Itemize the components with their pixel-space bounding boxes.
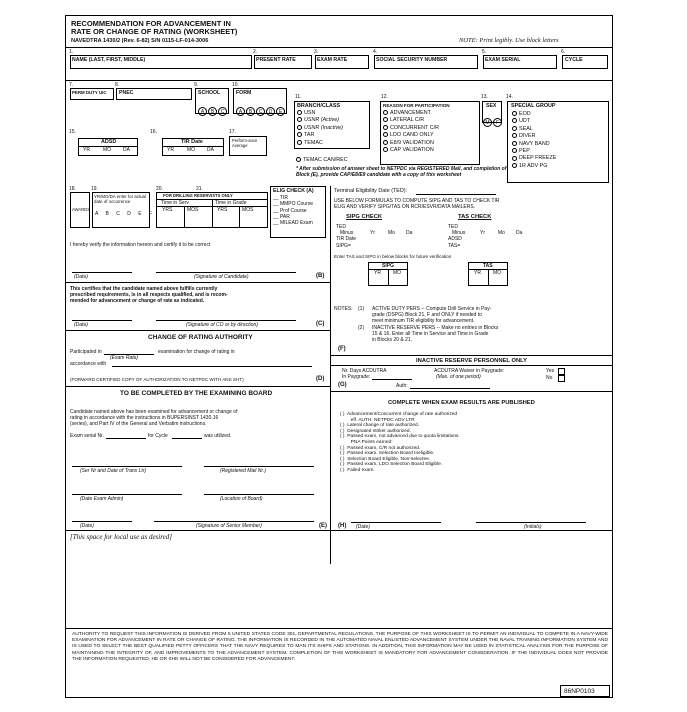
special-option[interactable]: PEP — [512, 148, 556, 155]
form-option-b[interactable]: B — [246, 107, 255, 116]
branch-option[interactable]: TEMAC CAN/REC — [296, 157, 348, 164]
awards-field[interactable]: AWARDS — [70, 192, 90, 228]
special-option[interactable]: 1R ADV PG — [512, 163, 556, 170]
school-option-c[interactable]: C — [218, 107, 227, 116]
inactive-reserve-title: INACTIVE RESERVE PERSONNEL ONLY — [416, 358, 528, 364]
exam-serial-field[interactable]: EXAM SERIAL — [483, 55, 557, 69]
special-group-block: SPECIAL GROUP EOD UDT SEAL DIVER NAVY BAND PEP DEEP FREEZE 1R ADV PG — [507, 101, 609, 183]
school-option-b[interactable]: B — [208, 107, 217, 116]
reason-option[interactable]: LDO CAND ONLY — [383, 132, 439, 139]
special-option[interactable]: EOD — [512, 111, 556, 118]
drilling-reservists-block[interactable]: FOR DRILLING RESERVISTS ONLY Time in Serv Time in Grade YRS MOS YRS MOS — [156, 192, 268, 228]
elig-check-item[interactable]: __ Prof Course — [273, 207, 307, 214]
result-item[interactable]: ( ) Failed exam. — [340, 467, 375, 473]
name-field[interactable]: NAME (LAST, FIRST, MIDDLE) — [70, 55, 252, 69]
result-item: eff. AUTH: NETPDC ADV LTR — [350, 417, 415, 423]
reason-option[interactable]: CONCURRENT C/R — [383, 125, 439, 132]
perm-duty-uic-field[interactable]: PERM DUTY UIC — [70, 88, 114, 100]
reason-option[interactable]: ADVANCEMENT — [383, 110, 439, 117]
cycle-field[interactable]: CYCLE — [562, 55, 608, 69]
result-item[interactable]: ( ) Selection Board Eligible, Non-selectee. — [340, 456, 431, 462]
tir-date-field[interactable]: TIR Date YR MO DA — [162, 138, 224, 156]
form-option-d[interactable]: D — [266, 107, 275, 116]
special-option[interactable]: UDT — [512, 118, 556, 125]
form-option-c[interactable]: C — [256, 107, 265, 116]
result-item[interactable]: ( ) Passed exam, not advanced due to quota limitations. — [340, 434, 460, 440]
form-title-line1: RECOMMENDATION FOR ADVANCEMENT IN — [71, 19, 231, 28]
candidate-signature-label: (Signature of Candidate) — [194, 274, 249, 280]
branch-option[interactable]: USNR (Active) — [297, 117, 343, 124]
school-field[interactable]: SCHOOL A B C — [195, 88, 229, 114]
result-item: PNA Points earned: — [350, 439, 393, 445]
result-item[interactable]: ( ) Passed exam, LDO Selection Board Eligible. — [340, 462, 443, 468]
sex-option-f[interactable]: F — [493, 118, 502, 127]
branch-option[interactable]: TEMAC — [297, 140, 343, 147]
certify-statement: I hereby verify the information hereon and certify it to be correct — [70, 242, 211, 248]
occurrence-date-field[interactable]: YR/MO/DA enter for actual date of occurrence A B C D E F — [92, 192, 150, 228]
elig-check-item[interactable]: __ PAR — [273, 213, 290, 220]
local-use-space[interactable]: [This space for local use as desired] — [70, 533, 173, 541]
form-option-a[interactable]: A — [236, 107, 245, 116]
reason-block: REASON FOR PARTICIPATION ADVANCEMENT LATERAL C/R CONCURRENT C/R LDO CAND ONLY E8/9 VALIDATION CAP VALIDATION — [380, 101, 480, 165]
figure-id: 86NP0103 — [560, 685, 610, 697]
result-item[interactable]: ( ) Passed exam. Selection Board Ineligible. — [340, 451, 435, 457]
special-option[interactable]: NAVY BAND — [512, 141, 556, 148]
terminal-eligibility-title: Terminal Eligibility Date (TED): — [334, 188, 408, 194]
result-item[interactable]: ( ) Passed exam, C/R not authorized. — [340, 445, 421, 451]
result-item[interactable]: ( ) Advancement/Concurrent change of rate authorized — [340, 412, 458, 417]
change-rating-authority-title: CHANGE OF RATING AUTHORITY — [148, 334, 253, 341]
reason-option[interactable]: CAP VALIDATION — [383, 147, 439, 154]
branch-option[interactable]: TAR — [297, 132, 343, 139]
elig-check-block: ELIG CHECK (A) __ TIR __ MMPO Course __ Prof Course __ PAR __ MILEAD Exam — [270, 186, 326, 238]
elig-check-item[interactable]: __ MILEAD Exam — [273, 220, 313, 227]
special-option[interactable]: SEAL — [512, 126, 556, 133]
registered-mail-note: * After submission of answer sheet to NETPDC via REGISTERED Mail, and completion of Block (E), provide CAP/E8/E9 candidate with a copy of this worksheet — [296, 166, 507, 178]
worksheet-form: RECOMMENDATION FOR ADVANCEMENT IN RATE OR CHANGE OF RATING (WORKSHEET) NAVEDTRA 1430/2 (Rev. 6-82) S/N 0115-LF-014-3006 NOTE: Print legibly. Use block letters 1. NAME (LAST, FIRST, MIDDLE) 2. PRESENT RATE 3. EXAM RATE 4. SOCIAL SECURITY NUMBER 5. EXAM SERIAL 6. CYCLE 7. PERM DUTY UIC 8. PNEC 9. SCHOOL A B C 10. FORM A B C D E 11. BRANCH/CLASS USN USNR (Active) USNR (Inactive) TAR TEMAC TEMAC CAN/REC 12. REASON FOR PARTICIPATION ADVANCEMENT LATERAL C/R CONCURRENT C/R LDO CAND ONLY E8/9 VALIDATION CAP VALIDATION 13. SEX M F 14. SPECIAL GROUP EOD UDT SEAL DIVER NAVY BAND PEP DEEP FREEZE 1R ADV PG 15. ADSD YR MO DA 16. TIR Date YR MO DA 17. Perform-ance Average * After submission of answer sheet to NETPDC via REGISTERED Mail, and completion of Block (E), provide CAP/E8/E9 candidate with a copy of this worksheet 18. AWARDS 19. YR/MO/DA enter for actual date of occurrence A B C D E F 20. 21. FOR DRILLING RESERVISTS ONLY Time in Serv Time in Grade YRS MOS YRS MOS ELIG CHECK (A) __ TIR __ MMPO Course __ Prof Course __ PAR __ MILEAD Exam I hereby verify the information hereon and certify it to be correct (Date) (Signature of Candidate) (B) This certifies that the candidate named above fulfills currently prescribed requirements, is in all respects qualified, and is recom- mended for advancement or change of rate as indicated. (Date) (Signature of CO or by direction) (C) CHANGE OF RATING AUTHORITY Participated in examination for change of rating in (Exam Rate) accordance with (FORWARD CERTIFIED COPY OF AUTHORIZATION TO NETPDC WITH ANS SHT) (D) TO BE COMPLETED BY THE EXAMINING BOARD Candidate named above has been examined for advancement or change of rating in accordance with the instructions in BUPERSINST 1430.16 (series), and Part IV of the General and Verbatim instructions. Exam serial Nr. for Cycle was utilized. (Ser Nr and Date of Trans Ltr) (Registered Mail Nr.) (Date Exam Admin) (Location of Board) (Date) (Signature of Senior Member) (E) [This space for local use as desired] Terminal Eligibility Date (TED): USE BELOW FORMULAS TO COMPUTE SIPG AND TAS TO CHECK TIR ELIG AND VERIFY SIPG/TAS ON RCR/ESVR/DATA MAILERS. SIPG CHECK TAS CHECK TED TED Minus Yr Mo Da Minus Yr Mo Da TIR Date ADSD SIPG= TAS= Enter TAS and SIPG in below blocks for future verification SIPG YR MO TAS YR MO NOTES: (1) ACTIVE DUTY PERS -- Compute Drill Service in Pay- grade (DSPG) Block 21, F and ONLY if needed to meet minimum TIR eligibility for advancement. (2) INACTIVE RESERVE PERS -- Make no entries in Blocks 15 & 16. Enter all Time in Service and Time in Grade in Blocks 20 & 21. (F) INACTIVE RESERVE PERSONNEL ONLY Nr. Days ACDUTRA In Paygrade: ACDUTRA Waiver in Paygrade: Yes No (Max. of one period) Auth: (G) COMPLETE WHEN EXAM RESULTS ARE PUBLISHED ( ) Advancement/Concurrent change of rate authorized eff. AUTH: NETPDC ADV LTR ( ) Lateral change of rate authorized. ( ) Designated striker authorized. ( ) Passed exam, not advanced due to quota limitations. PNA Points earned: ( ) Passed exam, C/R not authorized. ( ) Passed exam. Selection Board Ineligible. ( ) Selection Board Eligible, Non-selectee. ( ) Passed exam, LDO Selection Board Eligible. ( ) Failed exam. (H) (Date) (Initials) AUTHORITY TO REQUEST THIS INFORMATION IS DERIVED FROM 5 UNITED STATES CODE 301, DEPARTMENTAL REGULATIONS. THE PURPOSE OF THIS WORKSHEET IS TO PERMIT AN INDIVIDUAL TO COMPETE IN A NAVY-WIDE EXAMINATION FOR ADVANCEMENT IN RATE OR CHANGE OF RATING. THE INFORMATION IS RECORDED IN THE AUTOMATED NAVAL ENLISTED ADVANCEMENT SYSTEM UNDER THE NAVAL TRAINING INFORMATION SYSTEM AND IS USED TO SELECT THE BEST QUALIFIED PETTY OFFICERS THAT THE NAVY REQUIRES TO MAN ITS SHIPS AND STATIONS. IN ADDITION, THIS INFORMATION MAY BE USED IN STATISTICAL ANALYSIS FOR THE PURPOSE OF MAINTAINING THE INTEGRITY OF, AND IMPROVEMENTS TO THE ADVANCEMENT SYSTEM. COMPLETION OF THIS WORKSHEET IS MANDATORY FOR ADVANCEMENT CONSIDERATION. IF THE INDIVIDUAL DOES NOT PROVIDE THE INFORMATION REQUESTED, HE OR SHE WILL NOT BE CONSIDERED FOR ADVANCEMENT. 86NP0103 — [65, 15, 613, 698]
waiver-no-checkbox[interactable] — [558, 375, 565, 382]
present-rate-field[interactable]: PRESENT RATE — [254, 55, 312, 69]
branch-option[interactable]: USNR (Inactive) — [297, 125, 343, 132]
result-item[interactable]: ( ) Lateral change of rate authorized. — [340, 423, 419, 429]
privacy-act-statement: AUTHORITY TO REQUEST THIS INFORMATION IS DERIVED FROM 5 UNITED STATES CODE 301, DEPARTMENTAL REGULATIONS. THE PURPOSE OF THIS WORKSHEET IS TO PERMIT AN INDIVIDUAL TO COMPETE IN A NAVY-WIDE EXAMINATION FOR ADVANCEMENT IN RATE OR CHANGE OF RATING. THE INFORMATION IS RECORDED IN THE AUTOMATED NAVAL ENLISTED ADVANCEMENT SYSTEM UNDER THE NAVAL TRAINING INFORMATION SYSTEM AND IS USED TO SELECT THE BEST QUALIFIED PETTY OFFICERS THAT THE NAVY REQUIRES TO MAN ITS SHIPS AND STATIONS. IN ADDITION, THIS INFORMATION MAY BE USED IN STATISTICAL ANALYSIS FOR THE PURPOSE OF MAINTAINING THE INTEGRITY OF, AND IMPROVEMENTS TO THE ADVANCEMENT SYSTEM. COMPLETION OF THIS WORKSHEET IS MANDATORY FOR ADVANCEMENT CONSIDERATION. IF THE INDIVIDUAL DOES NOT PROVIDE THE INFORMATION REQUESTED, HE OR SHE WILL NOT BE CONSIDERED FOR ADVANCEMENT. — [72, 632, 608, 662]
form-number: NAVEDTRA 1430/2 (Rev. 6-82) S/N 0115-LF-014-3006 — [71, 38, 209, 44]
adsd-field[interactable]: ADSD YR MO DA — [78, 138, 138, 156]
co-signature-label: (Signature of CO or by direction) — [186, 322, 258, 328]
sipg-verification-box[interactable]: SIPG YR MO — [368, 262, 408, 286]
school-option-a[interactable]: A — [198, 107, 207, 116]
reason-option[interactable]: E8/9 VALIDATION — [383, 140, 439, 147]
performance-average-field[interactable]: Perform-ance Average — [229, 136, 267, 156]
exam-results-title: COMPLETE WHEN EXAM RESULTS ARE PUBLISHED — [388, 400, 535, 406]
special-option[interactable]: DIVER — [512, 133, 556, 140]
examining-board-title: TO BE COMPLETED BY THE EXAMINING BOARD — [120, 390, 273, 397]
result-item[interactable]: ( ) Designated striker authorized. — [340, 428, 411, 434]
special-option[interactable]: DEEP FREEZE — [512, 155, 556, 162]
branch-option[interactable]: USN — [297, 110, 343, 117]
waiver-yes-checkbox[interactable] — [558, 368, 565, 375]
reason-option[interactable]: LATERAL C/R — [383, 117, 439, 124]
sex-block: SEX M F — [482, 101, 502, 123]
form-field[interactable]: FORM A B C D E — [233, 88, 287, 114]
exam-rate-field[interactable]: EXAM RATE — [315, 55, 369, 69]
date-label-b: (Date) — [74, 274, 88, 280]
elig-check-item[interactable]: __ TIR — [273, 195, 288, 201]
pnec-field[interactable]: PNEC — [116, 88, 192, 100]
tas-verification-box[interactable]: TAS YR MO — [468, 262, 508, 286]
sex-option-m[interactable]: M — [483, 118, 492, 127]
form-title-line2: RATE OR CHANGE OF RATING (WORKSHEET) — [71, 27, 238, 36]
branch-class-block: BRANCH/CLASS USN USNR (Active) USNR (Inactive) TAR TEMAC — [294, 101, 370, 149]
form-option-e[interactable]: E — [276, 107, 285, 116]
print-legibly-note: NOTE: Print legibly. Use block letters — [459, 37, 559, 44]
elig-check-item[interactable]: __ MMPO Course — [273, 201, 314, 208]
ssn-field[interactable]: SOCIAL SECURITY NUMBER — [374, 55, 478, 69]
senior-member-signature-label: (Signature of Senior Member) — [196, 523, 262, 529]
